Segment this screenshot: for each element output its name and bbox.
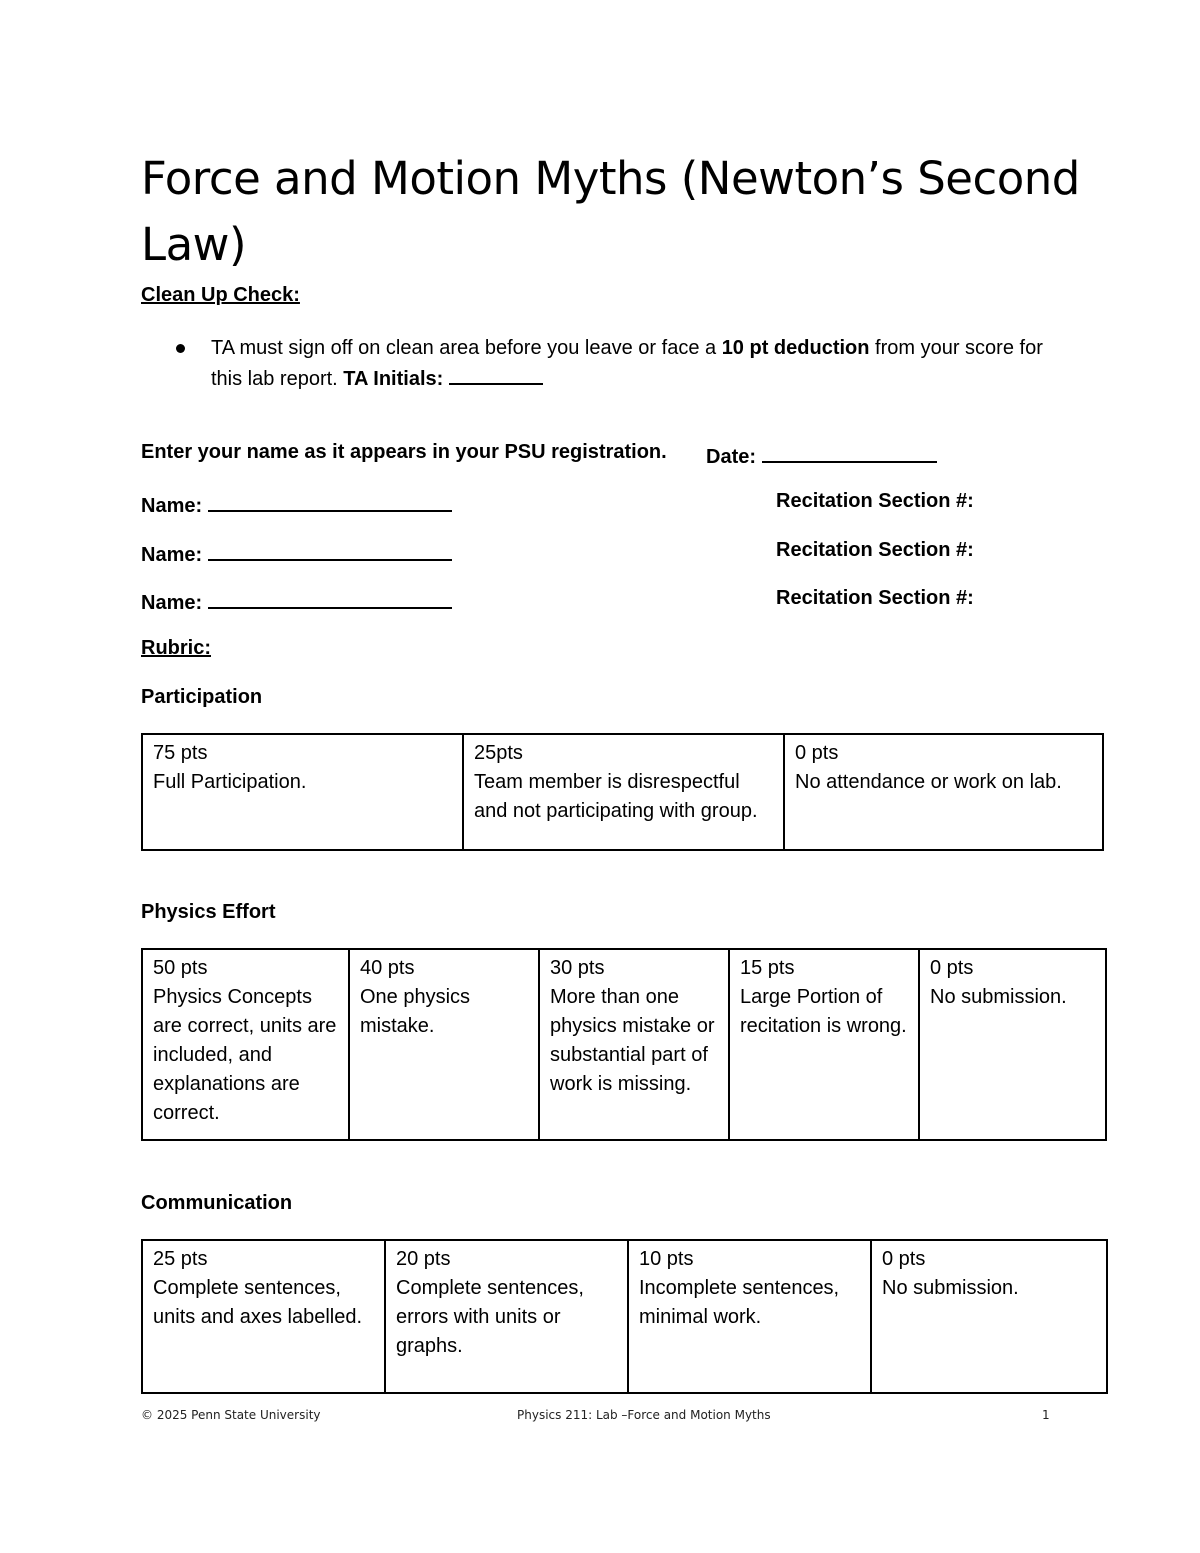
description: Incomplete sentences, minimal work. [639, 1277, 840, 1328]
description: Complete sentences, errors with units or graphs. [396, 1277, 584, 1357]
points: 10 pts [639, 1248, 694, 1270]
participation-table [141, 733, 1104, 851]
date-label: Date: [706, 446, 757, 468]
bullet-icon [176, 344, 185, 353]
participation-heading: Participation [141, 686, 263, 708]
description: Full Participation. [153, 771, 307, 793]
points: 25 pts [153, 1248, 208, 1270]
registration-instruction: Enter your name as it appears in your PSU registration. [141, 441, 667, 463]
name-field[interactable] [208, 490, 452, 512]
points: 50 pts [153, 957, 208, 979]
points: 0 pts [930, 957, 974, 979]
cleanup-text-pre: TA must sign off on clean area before you leave or face a [211, 337, 722, 359]
name-label: Name: [141, 544, 203, 566]
section-label: Recitation Section #: [776, 490, 974, 512]
description: One physics mistake. [360, 986, 471, 1037]
date-field[interactable] [762, 441, 937, 463]
description: No submission. [882, 1277, 1019, 1299]
name-field[interactable] [208, 587, 452, 609]
name-field[interactable] [208, 539, 452, 561]
description: Complete sentences, units and axes labelled. [153, 1277, 363, 1328]
deduction-text: 10 pt deduction [721, 337, 870, 359]
footer-copyright: © 2025 Penn State University [141, 1408, 321, 1422]
ta-initials-field[interactable] [449, 363, 543, 385]
physics-effort-table [141, 948, 1107, 1141]
description: No attendance or work on lab. [795, 771, 1062, 793]
points: 40 pts [360, 957, 415, 979]
date-row [706, 441, 937, 469]
footer-course: Physics 211: Lab –Force and Motion Myths [517, 1408, 771, 1422]
points: 75 pts [153, 742, 208, 764]
rubric-cell [349, 949, 539, 1140]
rubric-cell [729, 949, 919, 1140]
points: 25pts [474, 742, 523, 764]
rubric-cell [784, 734, 1103, 850]
points: 0 pts [882, 1248, 926, 1270]
rubric-cell [919, 949, 1106, 1140]
name-row-2 [141, 539, 452, 567]
rubric-cell [142, 1240, 385, 1393]
points: 20 pts [396, 1248, 451, 1270]
description: No submission. [930, 986, 1067, 1008]
points: 15 pts [740, 957, 795, 979]
rubric-heading: Rubric: [141, 637, 211, 659]
rubric-cell [385, 1240, 628, 1393]
points: 30 pts [550, 957, 605, 979]
rubric-cell [539, 949, 729, 1140]
page-title: Force and Motion Myths (Newton’s Second Law) [141, 152, 1080, 271]
footer-page-number: 1 [1042, 1408, 1050, 1422]
description: Large Portion of recitation is wrong. [740, 986, 907, 1037]
table-row [142, 1240, 1107, 1393]
description: Team member is disrespectful and not participating with group. [474, 771, 758, 822]
description: Physics Concepts are correct, units are included, and explanations are correct. [153, 986, 337, 1124]
communication-table [141, 1239, 1108, 1394]
table-row [142, 734, 1103, 850]
rubric-cell [142, 949, 349, 1140]
description: More than one physics mistake or substantial part of work is missing. [550, 986, 715, 1095]
cleanup-bullet [211, 334, 1051, 394]
ta-initials-label: TA Initials: [343, 368, 444, 390]
cleanup-heading: Clean Up Check: [141, 284, 300, 306]
points: 0 pts [795, 742, 839, 764]
communication-heading: Communication [141, 1192, 293, 1214]
physics-effort-heading: Physics Effort [141, 901, 276, 923]
rubric-cell [463, 734, 784, 850]
section-label: Recitation Section #: [776, 539, 974, 561]
cleanup-text-post: from your score for this lab report. [211, 337, 1043, 390]
rubric-cell [628, 1240, 871, 1393]
table-row [142, 949, 1106, 1140]
name-label: Name: [141, 495, 203, 517]
name-row-1 [141, 490, 452, 518]
rubric-cell [871, 1240, 1107, 1393]
name-label: Name: [141, 592, 203, 614]
name-row-3 [141, 587, 452, 615]
rubric-cell [142, 734, 463, 850]
section-label: Recitation Section #: [776, 587, 974, 609]
